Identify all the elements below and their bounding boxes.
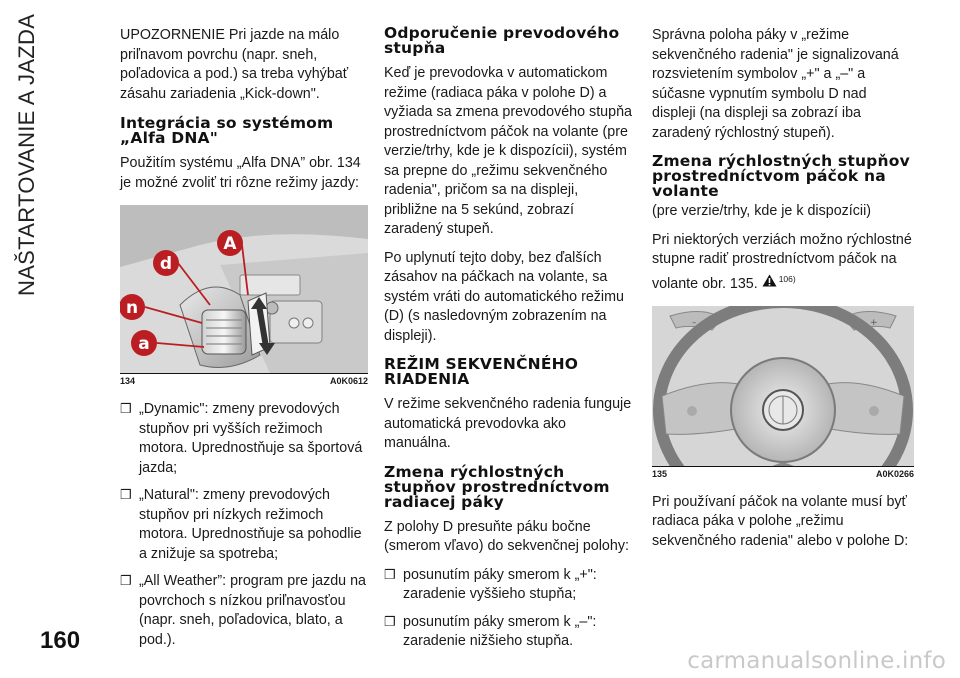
list-item-text: „Natural": zmeny prevodových stupňov pri nízkych režimoch motora. Uprednostňuje sa pohodlie a znižuje sa spotreba; xyxy=(139,487,362,562)
column-3 xyxy=(652,26,914,560)
figure-134-caption xyxy=(120,373,368,387)
paddle-plus-label: + xyxy=(870,317,878,328)
paragraph: Po uplynutí tejto doby, bez ďalších zásahov na páčkach na volante, sa systém vráti do automatického režimu (D) (s nasledovným zobrazením na displeji). xyxy=(384,249,624,344)
checkbox-bullet-icon: ❒ xyxy=(120,401,132,416)
column-1 xyxy=(120,26,368,658)
column-2 xyxy=(384,26,632,660)
section-title-text: NAŠTARTOVANIE A JAZDA xyxy=(14,13,39,296)
list-item xyxy=(120,572,368,650)
warning-paragraph: UPOZORNENIE Pri jazde na málo priľnavom povrchu (napr. sneh, poľadovica a pod.) sa treba vyhýbať zásahu zariadenia „Kick-down". xyxy=(120,27,349,102)
subheading: (pre verzie/trhy, kde je k dispozícii) xyxy=(652,203,872,219)
heading-paddle-shifting: Zmena rýchlostných stupňov prostredníctvom páčok na volante xyxy=(652,152,910,200)
watermark: carmanualsonline.info xyxy=(687,648,946,674)
figure-135-caption xyxy=(652,466,914,480)
paragraph-text: Pri niektorých verziách možno rýchlostné stupne radiť prostredníctvom páčok na volante obr. 135. xyxy=(652,231,912,292)
list-item xyxy=(384,613,632,652)
list-item xyxy=(384,566,632,605)
heading-alfa-dna: Integrácia so systémom „Alfa DNA" xyxy=(120,114,334,147)
heading-sequential-mode: REŽIM SEKVENČNÉHO RIADENIA xyxy=(384,355,579,388)
heading-gear-recommendation: Odporučenie prevodového stupňa xyxy=(384,24,620,57)
list-item-text: „Dynamic": zmeny prevodových stupňov pri vyšších režimoch motora. Uprednostňuje sa športová jazda; xyxy=(139,401,363,476)
figure-number: 135 xyxy=(652,468,668,479)
figure-code: A0K0266 xyxy=(875,468,914,479)
steering-wheel-photo xyxy=(652,306,914,466)
figure-code: A0K0612 xyxy=(329,376,368,386)
section-title xyxy=(14,13,74,296)
list-item xyxy=(120,486,368,564)
list-item-text: „All Weather”: program pre jazdu na povrchoch s nízkou priľnavosťou (napr. sneh, poľadovica, blato, a pod.). xyxy=(139,573,366,648)
checkbox-bullet-icon: ❒ xyxy=(384,613,396,629)
checkbox-bullet-icon: ❒ xyxy=(120,573,132,588)
label-n: n xyxy=(125,298,139,318)
checkbox-bullet-icon: ❒ xyxy=(120,487,132,502)
list-item-text: posunutím páky smerom k „+": zaradenie vyššieho stupňa; xyxy=(403,566,597,602)
paragraph: Správna poloha páky v „režime sekvenčného radenia" je signalizovaná rozsvietením symbolov „+" a „–" a súčasne vypnutím symbolu D nad displeji (na displeji sa zobrazí iba zaradený rýchlostný stupeň). xyxy=(652,27,899,141)
label-a-upper: A xyxy=(223,234,237,254)
paragraph: V režime sekvenčného radenia funguje automatická prevodovka ako manuálna. xyxy=(384,396,632,451)
list-item xyxy=(120,400,368,478)
gear-selector-photo xyxy=(120,205,368,373)
list-item-text: posunutím páky smerom k „–": zaradenie nižšieho stupňa. xyxy=(403,613,597,649)
checkbox-bullet-icon: ❒ xyxy=(384,566,396,582)
paragraph: Pri používaní páčok na volante musí byť radiaca páka v polohe „režimu sekvenčného radenia" alebo v polohe D: xyxy=(652,493,909,549)
page-number: 160 xyxy=(40,627,81,654)
figure-135 xyxy=(652,306,914,480)
warning-triangle-icon xyxy=(762,274,777,287)
paragraph: Keď je prevodovka v automatickom režime (radiaca páka v polohe D) a vyžiada sa zmena prevodového stupňa prostredníctvom páčok na volante (pre verzie/trhy, kde je k dispozícii), systém sa prepne do „režimu sekvenčného radenia", pričom sa na displeji, približne na 5 sekúnd, zobrazí zaradený stupeň. xyxy=(384,65,632,237)
footnote-reference[interactable]: 106) xyxy=(778,273,796,284)
label-d: d xyxy=(159,254,173,274)
heading-lever-shifting: Zmena rýchlostných stupňov prostredníctvom radiacej páky xyxy=(384,462,610,511)
figure-number: 134 xyxy=(120,376,136,386)
alfa-dna-paragraph: Použitím systému „Alfa DNA” obr. 134 je možné zvoliť tri rôzne režimy jazdy: xyxy=(120,155,361,191)
paragraph: Z polohy D presuňte páku bočne (smerom vľavo) do sekvenčnej polohy: xyxy=(384,518,629,554)
paragraph-with-warning xyxy=(652,231,914,294)
figure-134 xyxy=(120,205,368,387)
label-a-lower: a xyxy=(138,334,150,354)
paddle-minus-label: – xyxy=(692,317,697,328)
